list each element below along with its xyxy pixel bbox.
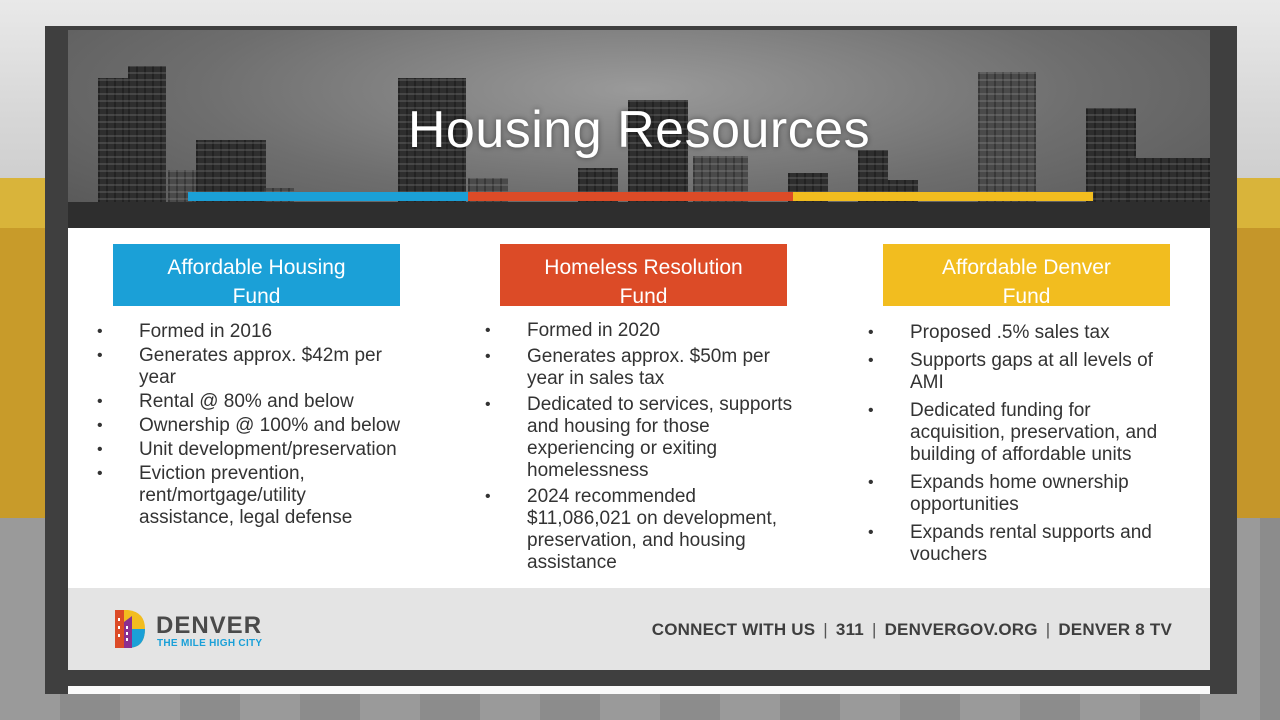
list-item: • Dedicated to services, supports and housing for those experiencing or exiting homelessness	[485, 394, 793, 481]
affordable-denver-fund-heading	[883, 244, 1170, 306]
affordable-housing-fund-list	[97, 321, 439, 529]
list-item: • Proposed .5% sales tax	[868, 322, 1110, 343]
separator: |	[871, 620, 877, 639]
title-stripe-red	[468, 192, 793, 201]
heading-line: Fund	[619, 285, 668, 308]
list-item: • Formed in 2016	[97, 321, 273, 342]
connect-with-us-label: CONNECT WITH US	[651, 620, 816, 639]
skyline-ground	[68, 202, 1210, 228]
list-item: • Unit development/preservation	[97, 439, 397, 460]
slide-footer	[68, 588, 1210, 670]
denver-logo-name: DENVER	[156, 612, 263, 639]
separator: |	[823, 620, 828, 639]
affordable-housing-fund-heading	[113, 244, 400, 306]
denver-logo-tagline: THE MILE HIGH CITY	[157, 638, 263, 649]
slide-title: Housing Resources	[407, 101, 871, 159]
homeless-resolution-fund-heading	[500, 244, 787, 306]
list-item: • Rental @ 80% and below	[97, 391, 354, 412]
denver-8-tv-label: DENVER 8 TV	[1058, 620, 1172, 639]
presentation-slide	[68, 30, 1210, 670]
skyline-banner	[68, 30, 1210, 228]
background-tree-left	[0, 228, 45, 528]
heading-line: Homeless Resolution	[544, 256, 743, 279]
affordable-denver-fund-list	[868, 322, 1190, 566]
list-item: • Supports gaps at all levels of AMI	[868, 350, 1153, 393]
title-stripe-yellow	[793, 192, 1093, 201]
list-item: • Generates approx. $42m per year	[97, 345, 382, 388]
background-tree-right	[1236, 228, 1280, 528]
list-item: • Ownership @ 100% and below	[97, 415, 401, 436]
denver-logo-icon	[112, 608, 146, 650]
list-item: • Formed in 2020	[485, 320, 661, 341]
slide-lower-edge	[68, 686, 1210, 694]
separator: |	[1045, 620, 1051, 639]
heading-line: Fund	[1002, 285, 1051, 308]
heading-line: Affordable Denver	[942, 256, 1111, 279]
title-stripe-blue	[188, 192, 468, 201]
list-item: • Generates approx. $50m per year in sales tax	[485, 346, 770, 389]
list-item: • Expands home ownership opportunities	[868, 472, 1129, 515]
list-item: • 2024 recommended $11,086,021 on development, preservation, and housing assistance	[485, 486, 778, 573]
list-item: • Expands rental supports and vouchers	[868, 522, 1152, 565]
heading-line: Affordable Housing	[167, 256, 346, 279]
phone-311-label: 311	[835, 620, 864, 639]
website-label: DENVERGOV.ORG	[884, 620, 1038, 639]
heading-line: Fund	[232, 285, 281, 308]
connect-bar	[652, 620, 1172, 640]
list-item: • Eviction prevention, rent/mortgage/utility assistance, legal defense	[97, 463, 353, 528]
homeless-resolution-fund-list	[485, 320, 812, 574]
list-item: • Dedicated funding for acquisition, preservation, and building of affordable units	[868, 400, 1158, 465]
